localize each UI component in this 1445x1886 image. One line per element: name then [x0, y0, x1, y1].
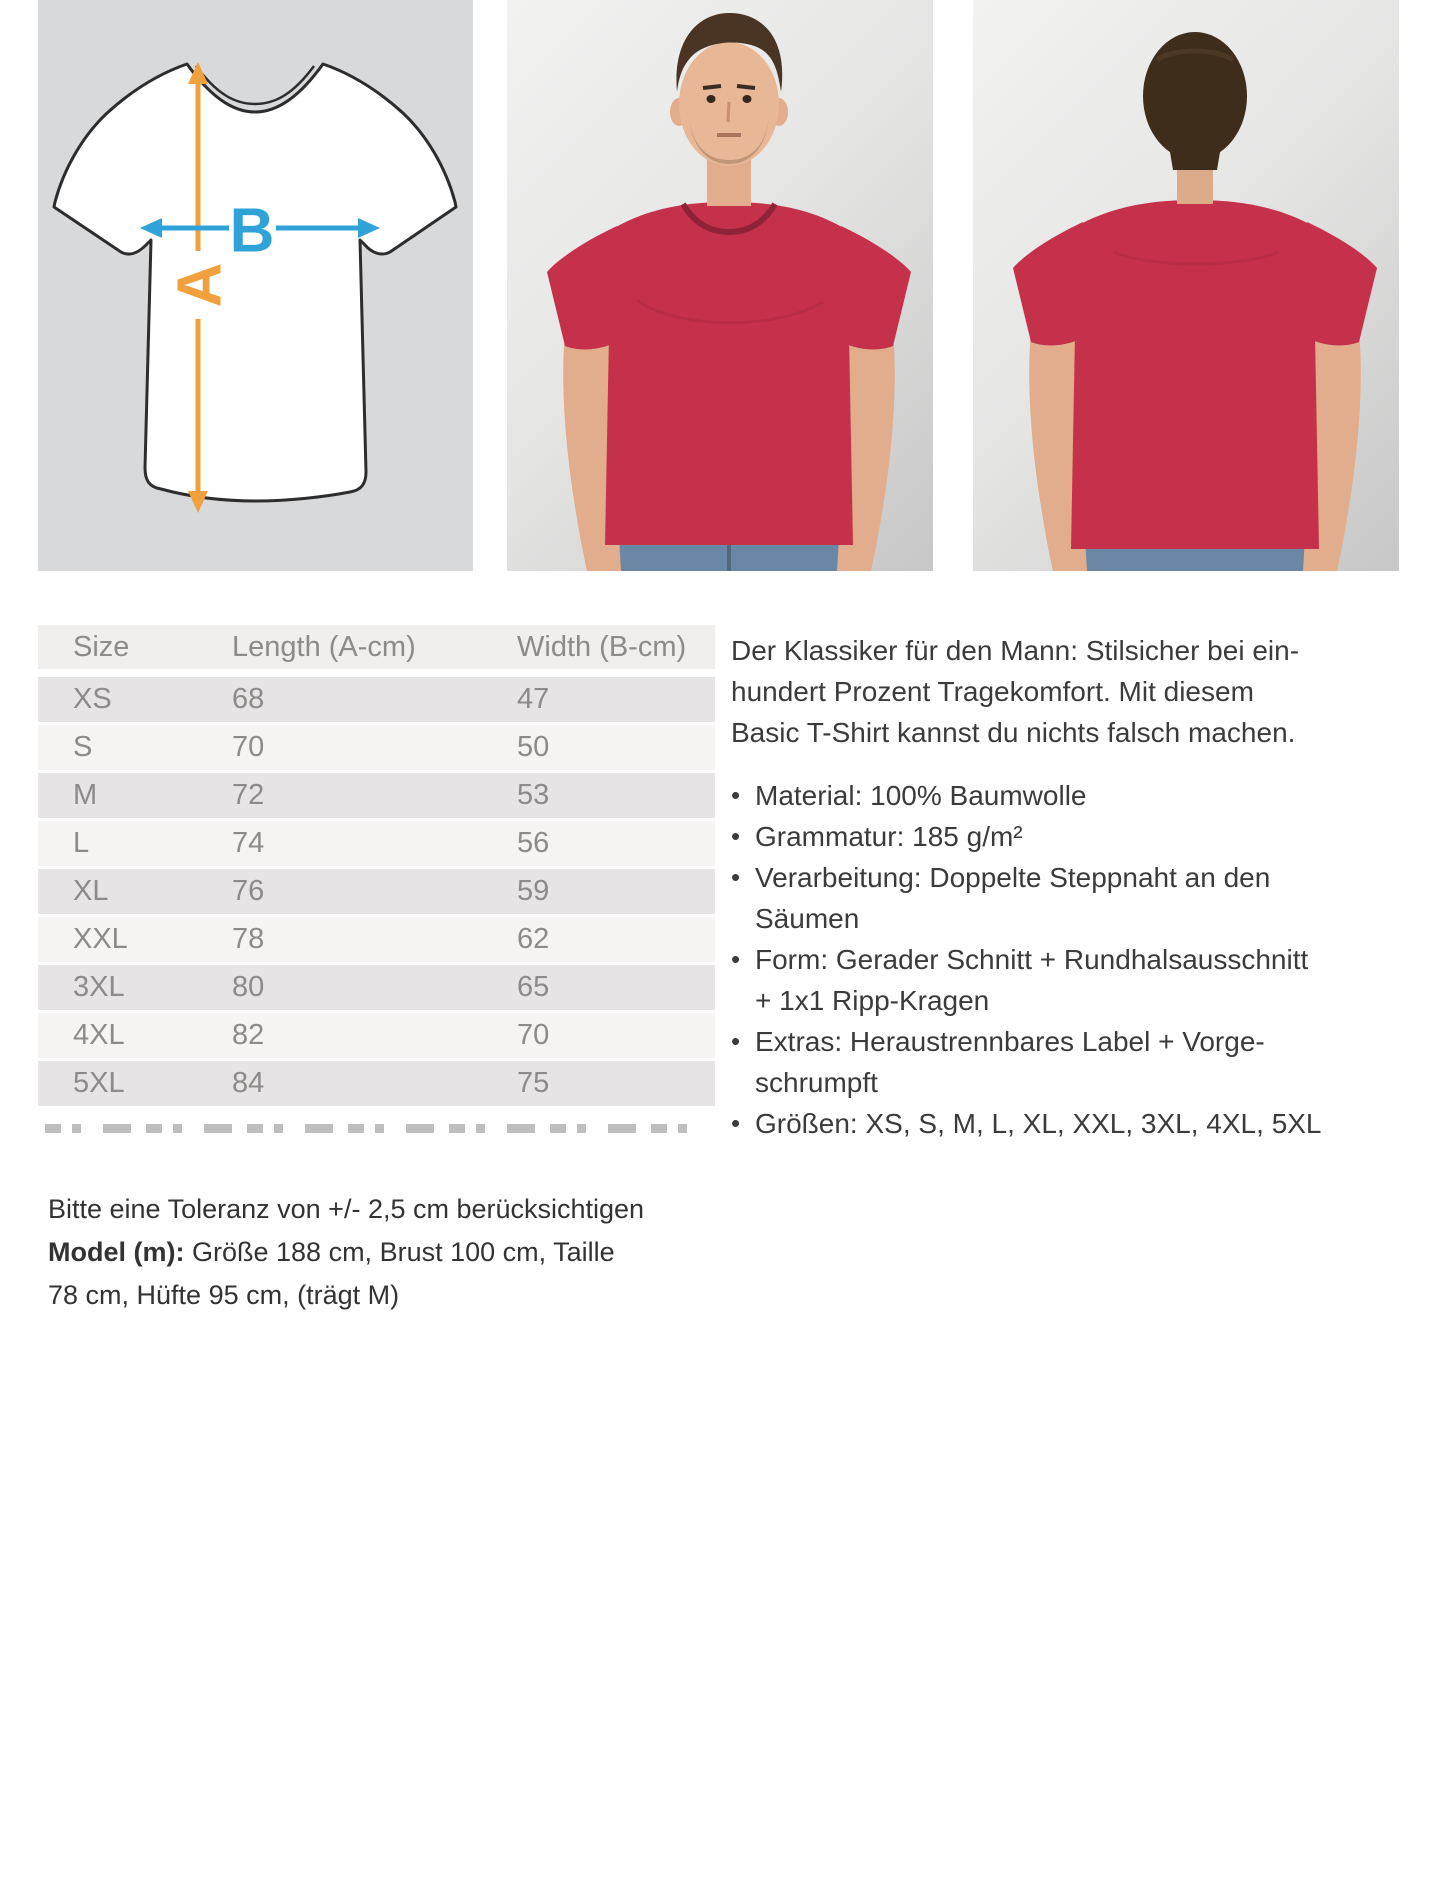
bullet-icon: •	[731, 821, 741, 851]
cell-size: XL	[73, 875, 109, 907]
bullet-text: + 1x1 Ripp-Kragen	[755, 985, 990, 1016]
cell-size: 5XL	[73, 1067, 125, 1099]
table-row	[38, 965, 715, 1010]
size-diagram-image	[38, 0, 473, 571]
bullet-text: Extras: Heraustrennbares Label + Vorge-	[755, 1026, 1265, 1057]
cell-size: L	[73, 827, 90, 859]
feature-list	[731, 775, 1381, 1144]
cell-length: 74	[232, 827, 265, 859]
table-row	[38, 1061, 715, 1106]
cell-length: 70	[232, 731, 265, 763]
bullet-icon: •	[731, 1108, 741, 1138]
list-item	[731, 1103, 1381, 1144]
header-length: Length (A-cm)	[232, 631, 416, 663]
model-info-line2: 78 cm, Hüfte 95 cm, (trägt M)	[48, 1280, 400, 1310]
intro-line: Basic T-Shirt kannst du nichts falsch machen.	[731, 717, 1296, 748]
cell-width: 70	[517, 1019, 550, 1051]
cell-length: 82	[232, 1019, 265, 1051]
cell-size: 3XL	[73, 971, 125, 1003]
table-row	[38, 725, 715, 770]
cell-size: M	[73, 779, 98, 811]
bullet-text: Verarbeitung: Doppelte Steppnaht an den	[755, 862, 1271, 893]
cut-off-row-artifact	[45, 1124, 700, 1133]
cell-width: 53	[517, 779, 550, 811]
bullet-text: schrumpft	[755, 1067, 878, 1098]
cell-width: 65	[517, 971, 550, 1003]
description-intro	[731, 630, 1381, 753]
model-label: Model (m):	[48, 1237, 185, 1267]
model-info-line1	[48, 1231, 668, 1274]
bullet-text: Säumen	[755, 903, 860, 934]
length-label-a: A	[165, 262, 235, 308]
cell-length: 76	[232, 875, 265, 907]
header-width: Width (B-cm)	[517, 631, 687, 663]
bullet-text: Grammatur: 185 g/m²	[755, 821, 1023, 852]
cell-width: 62	[517, 923, 550, 955]
intro-line: hundert Prozent Tragekomfort. Mit diesem	[731, 676, 1254, 707]
table-row	[38, 677, 715, 722]
product-description	[731, 630, 1381, 1144]
cell-size: XS	[73, 683, 112, 715]
intro-line: Der Klassiker für den Mann: Stilsicher bei ein-	[731, 635, 1300, 666]
size-chart-table	[38, 625, 715, 1109]
table-row	[38, 773, 715, 818]
list-item	[731, 857, 1381, 939]
cell-length: 84	[232, 1067, 265, 1099]
bullet-text: Material: 100% Baumwolle	[755, 780, 1087, 811]
measurement-notes	[48, 1188, 668, 1317]
bullet-text: Form: Gerader Schnitt + Rundhalsausschnitt	[755, 944, 1309, 975]
list-item	[731, 816, 1381, 857]
list-item	[731, 1021, 1381, 1103]
cell-length: 80	[232, 971, 265, 1003]
cell-width: 75	[517, 1067, 550, 1099]
bullet-icon: •	[731, 780, 741, 810]
table-row	[38, 1013, 715, 1058]
cell-width: 56	[517, 827, 550, 859]
tolerance-note: Bitte eine Toleranz von +/- 2,5 cm berücksichtigen	[48, 1194, 645, 1224]
table-row	[38, 917, 715, 962]
cell-length: 78	[232, 923, 265, 955]
bullet-icon: •	[731, 1026, 741, 1056]
tshirt-measure-diagram-icon	[38, 0, 473, 571]
table-row	[38, 821, 715, 866]
cell-width: 50	[517, 731, 550, 763]
list-item	[731, 775, 1381, 816]
cell-size: 4XL	[73, 1019, 125, 1051]
model-back-illustration	[973, 0, 1399, 571]
cell-size: XXL	[73, 923, 128, 955]
cell-size: S	[73, 731, 93, 763]
cell-length: 68	[232, 683, 265, 715]
cell-width: 47	[517, 683, 550, 715]
cell-length: 72	[232, 779, 265, 811]
model-front-illustration	[507, 0, 933, 571]
model-back-photo	[973, 0, 1399, 571]
table-header-row	[38, 625, 715, 669]
list-item	[731, 939, 1381, 1021]
model-front-photo	[507, 0, 933, 571]
bullet-icon: •	[731, 944, 741, 974]
bullet-icon: •	[731, 862, 741, 892]
table-row	[38, 869, 715, 914]
model-measurements: Größe 188 cm, Brust 100 cm, Taille	[192, 1237, 615, 1267]
width-label-b: B	[229, 196, 275, 266]
cell-width: 59	[517, 875, 550, 907]
bullet-text: Größen: XS, S, M, L, XL, XXL, 3XL, 4XL, 5XL	[755, 1108, 1322, 1139]
header-size: Size	[73, 631, 130, 663]
